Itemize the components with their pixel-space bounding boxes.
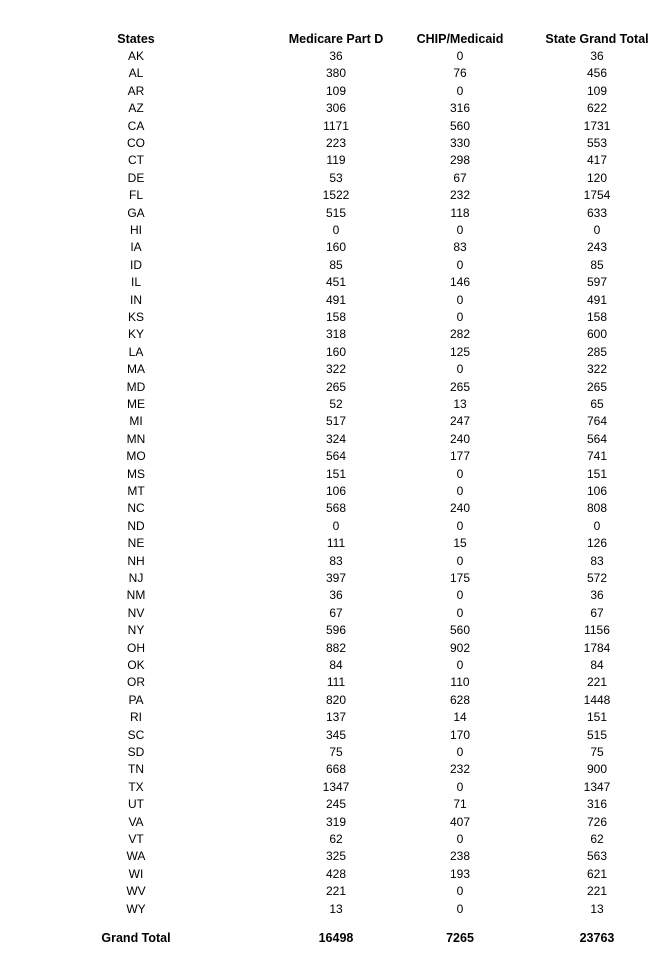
state-total-cell: 109 <box>586 83 608 98</box>
chip-cell: 238 <box>449 849 471 864</box>
table-row <box>0 448 672 465</box>
medicare-cell: 0 <box>332 518 340 533</box>
medicare-cell: 106 <box>325 484 347 498</box>
chip-cell: 232 <box>449 188 471 203</box>
grand-total-label: Grand Total <box>101 931 171 945</box>
table-row <box>0 761 672 778</box>
table-row <box>0 379 672 396</box>
table-row <box>0 135 672 152</box>
table-row <box>0 326 672 343</box>
medicare-cell: 325 <box>325 849 347 864</box>
state-cell: MS <box>127 466 145 481</box>
chip-cell: 628 <box>449 692 471 707</box>
medicare-cell: 13 <box>329 901 343 916</box>
medicare-cell: 151 <box>325 466 347 481</box>
medicare-cell: 111 <box>326 675 346 690</box>
table-row <box>0 535 672 552</box>
state-total-cell: 316 <box>586 797 608 812</box>
medicare-cell: 568 <box>325 501 347 516</box>
chip-cell: 110 <box>450 675 470 690</box>
table-row <box>0 883 672 900</box>
medicare-cell: 160 <box>325 344 347 359</box>
state-cell: WA <box>126 849 146 864</box>
table-row <box>0 152 672 169</box>
state-cell: SC <box>127 727 145 742</box>
state-total-cell: 67 <box>590 605 604 620</box>
chip-cell: 0 <box>456 832 464 846</box>
medicare-cell: 322 <box>325 362 347 377</box>
state-total-cell: 1347 <box>583 779 611 794</box>
state-cell: NH <box>127 553 145 568</box>
medicare-cell: 67 <box>329 605 343 620</box>
medicare-cell: 564 <box>325 449 347 464</box>
table-row <box>0 709 672 726</box>
chip-cell: 170 <box>449 727 471 742</box>
medicare-cell: 515 <box>325 205 347 220</box>
chip-cell: 14 <box>453 710 467 725</box>
state-total-cell: 1156 <box>584 623 610 638</box>
medicare-cell: 820 <box>325 692 347 707</box>
medicare-cell: 160 <box>325 240 347 255</box>
chip-cell: 146 <box>449 275 471 290</box>
table-row <box>0 727 672 744</box>
medicare-cell: 52 <box>329 397 343 411</box>
table-header-row <box>0 31 672 48</box>
table-row <box>0 674 672 691</box>
state-total-cell: 456 <box>586 66 608 81</box>
grand-total-state: 23763 <box>579 931 615 945</box>
table-row <box>0 779 672 796</box>
state-total-cell: 243 <box>586 240 608 255</box>
table-row <box>0 309 672 326</box>
state-cell: PA <box>128 692 144 707</box>
chip-cell: 76 <box>453 66 467 81</box>
table-row <box>0 622 672 639</box>
table-row <box>0 257 672 274</box>
grand-total-row <box>0 930 672 947</box>
table-row <box>0 744 672 761</box>
medicare-cell: 158 <box>325 310 347 324</box>
state-total-cell: 515 <box>586 727 608 742</box>
state-total-cell: 1448 <box>583 692 611 707</box>
chip-cell: 71 <box>453 797 467 812</box>
table-row <box>0 239 672 256</box>
chip-cell: 193 <box>449 866 471 881</box>
header-chip-medicaid: CHIP/Medicaid <box>416 32 504 46</box>
chip-cell: 0 <box>456 223 464 237</box>
medicare-cell: 62 <box>329 832 343 846</box>
chip-cell: 0 <box>456 745 464 759</box>
chip-cell: 0 <box>456 310 464 324</box>
table-row <box>0 640 672 657</box>
chip-cell: 0 <box>456 518 464 533</box>
state-total-cell: 1784 <box>583 640 611 655</box>
chip-cell: 0 <box>456 484 464 498</box>
chip-cell: 0 <box>456 553 464 568</box>
medicare-cell: 245 <box>325 797 347 812</box>
state-cell: MI <box>129 414 143 429</box>
state-cell: MT <box>127 484 145 498</box>
chip-cell: 0 <box>456 49 464 63</box>
state-total-cell: 741 <box>586 449 608 464</box>
table-row <box>0 605 672 622</box>
medicare-cell: 882 <box>325 640 347 655</box>
state-total-cell: 85 <box>590 257 604 272</box>
table-row <box>0 48 672 65</box>
grand-total-chip: 7265 <box>446 931 474 945</box>
table-row <box>0 866 672 883</box>
state-cell: VA <box>128 814 144 829</box>
table-row <box>0 170 672 187</box>
medicare-cell: 111 <box>326 536 346 551</box>
medicare-cell: 75 <box>329 745 343 759</box>
medicare-cell: 1347 <box>322 779 350 794</box>
state-total-cell: 221 <box>586 884 608 899</box>
state-total-cell: 84 <box>590 658 604 672</box>
state-total-cell: 65 <box>590 397 604 411</box>
medicare-cell: 223 <box>325 136 347 150</box>
chip-cell: 15 <box>453 536 467 551</box>
table-row <box>0 814 672 831</box>
medicare-cell: 428 <box>325 866 347 881</box>
medicare-cell: 517 <box>325 414 347 429</box>
chip-cell: 0 <box>456 901 464 916</box>
state-total-cell: 621 <box>586 866 608 881</box>
state-cell: ME <box>127 397 145 411</box>
table-row <box>0 500 672 517</box>
chip-cell: 560 <box>449 118 471 133</box>
table-row <box>0 831 672 848</box>
medicare-cell: 83 <box>329 553 343 568</box>
state-total-cell: 808 <box>586 501 608 516</box>
table-row <box>0 100 672 117</box>
chip-cell: 902 <box>449 640 471 655</box>
table-row <box>0 692 672 709</box>
table-row <box>0 413 672 430</box>
state-total-cell: 62 <box>590 832 604 846</box>
chip-cell: 232 <box>449 762 471 777</box>
medicare-cell: 668 <box>325 762 347 777</box>
medicare-cell: 36 <box>329 588 343 603</box>
state-cell: OK <box>127 658 145 672</box>
state-total-cell: 764 <box>586 414 608 429</box>
state-cell: MN <box>126 431 146 446</box>
chip-cell: 0 <box>456 658 464 672</box>
medicare-cell: 380 <box>325 66 347 81</box>
chip-cell: 298 <box>449 153 471 168</box>
table-row <box>0 901 672 918</box>
state-cell: CA <box>127 118 145 133</box>
state-cell: AR <box>127 83 145 98</box>
state-cell: WY <box>126 901 146 916</box>
chip-cell: 0 <box>456 884 464 899</box>
state-cell: FL <box>128 188 143 203</box>
state-cell: VT <box>128 832 144 846</box>
table-row <box>0 222 672 239</box>
state-total-cell: 600 <box>586 327 608 342</box>
state-total-cell: 221 <box>586 675 608 690</box>
state-total-cell: 553 <box>586 136 608 150</box>
table-row <box>0 587 672 604</box>
chip-cell: 560 <box>449 623 471 638</box>
medicare-cell: 1171 <box>323 118 349 133</box>
chip-cell: 13 <box>453 397 467 411</box>
medicare-cell: 1522 <box>322 188 350 203</box>
chip-cell: 0 <box>456 605 464 620</box>
state-cell: AZ <box>128 101 144 116</box>
state-cell: NJ <box>128 571 144 585</box>
chip-cell: 0 <box>456 466 464 481</box>
state-total-cell: 726 <box>586 814 608 829</box>
state-total-cell: 491 <box>586 292 608 307</box>
table-row <box>0 344 672 361</box>
state-cell: RI <box>130 710 142 725</box>
table-row <box>0 396 672 413</box>
state-cell: MA <box>127 362 145 377</box>
table-row <box>0 65 672 82</box>
chip-cell: 0 <box>456 83 464 98</box>
state-cell: WV <box>126 884 146 899</box>
state-cell: UT <box>128 797 144 812</box>
chip-cell: 240 <box>449 501 471 516</box>
state-total-cell: 151 <box>586 710 608 725</box>
state-total-cell: 120 <box>586 170 608 185</box>
state-cell: HI <box>130 223 142 237</box>
chip-cell: 0 <box>456 257 464 272</box>
header-states: States <box>117 32 155 46</box>
state-cell: MD <box>126 379 146 394</box>
state-cell: OH <box>127 640 145 655</box>
state-total-cell: 126 <box>586 536 608 551</box>
state-cell: IL <box>130 275 141 290</box>
chip-cell: 177 <box>449 449 471 464</box>
medicare-cell: 491 <box>325 292 347 307</box>
state-cell: ID <box>130 257 142 272</box>
state-cell: NY <box>127 623 145 638</box>
medicare-cell: 265 <box>325 379 347 394</box>
chip-cell: 282 <box>449 327 471 342</box>
state-cell: ND <box>127 518 145 533</box>
chip-cell: 316 <box>449 101 471 116</box>
medicare-cell: 221 <box>325 884 347 899</box>
state-cell: SD <box>127 745 145 759</box>
table-row <box>0 187 672 204</box>
chip-cell: 83 <box>453 240 467 255</box>
table-row <box>0 431 672 448</box>
grand-total-medicare: 16498 <box>318 931 354 945</box>
state-total-cell: 633 <box>586 205 608 220</box>
state-total-cell: 106 <box>586 484 608 498</box>
state-total-cell: 36 <box>590 49 604 63</box>
chip-cell: 67 <box>453 170 467 185</box>
chip-cell: 118 <box>450 205 470 220</box>
medicare-cell: 397 <box>325 571 347 585</box>
medicare-cell: 109 <box>325 83 347 98</box>
medicare-cell: 319 <box>325 814 347 829</box>
state-total-cell: 36 <box>590 588 604 603</box>
medicare-cell: 451 <box>325 275 347 290</box>
table-row <box>0 205 672 222</box>
state-cell: MO <box>126 449 146 464</box>
state-cell: WI <box>128 866 144 881</box>
medicare-cell: 596 <box>325 623 347 638</box>
state-cell: LA <box>128 344 144 359</box>
state-total-cell: 900 <box>586 762 608 777</box>
table-row <box>0 361 672 378</box>
chip-cell: 175 <box>449 571 471 585</box>
state-total-cell: 0 <box>593 518 601 533</box>
state-total-cell: 75 <box>590 745 604 759</box>
table-row <box>0 118 672 135</box>
state-total-cell: 83 <box>590 553 604 568</box>
chip-cell: 330 <box>449 136 471 150</box>
table-row <box>0 518 672 535</box>
medicare-cell: 119 <box>326 153 346 168</box>
state-total-cell: 13 <box>590 901 604 916</box>
state-total-cell: 0 <box>593 223 601 237</box>
state-total-cell: 1731 <box>583 118 611 133</box>
state-total-cell: 572 <box>586 571 608 585</box>
table-row <box>0 274 672 291</box>
medicare-cell: 318 <box>325 327 347 342</box>
chip-cell: 0 <box>456 362 464 377</box>
state-total-cell: 1754 <box>583 188 611 203</box>
state-cell: NM <box>126 588 146 603</box>
table-row <box>0 292 672 309</box>
state-total-cell: 151 <box>586 466 608 481</box>
table-row <box>0 848 672 865</box>
state-cell: OR <box>127 675 145 690</box>
chip-cell: 125 <box>449 344 471 359</box>
state-cell: NE <box>127 536 145 551</box>
medicare-cell: 306 <box>325 101 347 116</box>
state-total-cell: 564 <box>586 431 608 446</box>
medicare-cell: 53 <box>329 170 343 185</box>
state-cell: KS <box>127 310 144 324</box>
state-total-cell: 285 <box>586 344 608 359</box>
state-cell: CO <box>127 136 145 150</box>
table-row <box>0 570 672 587</box>
medicare-cell: 84 <box>329 658 343 672</box>
state-cell: TN <box>128 762 144 777</box>
state-total-cell: 322 <box>586 362 608 377</box>
chip-cell: 0 <box>456 779 464 794</box>
medicare-cell: 345 <box>325 727 347 742</box>
medicare-cell: 36 <box>329 49 343 63</box>
state-total-cell: 265 <box>586 379 608 394</box>
chip-cell: 247 <box>449 414 471 429</box>
state-cell: NC <box>127 501 145 516</box>
state-cell: AL <box>128 66 144 81</box>
table-row <box>0 796 672 813</box>
medicare-cell: 85 <box>329 257 343 272</box>
state-cell: IN <box>130 292 142 307</box>
state-cell: NV <box>127 605 145 620</box>
table-row <box>0 83 672 100</box>
state-total-cell: 563 <box>586 849 608 864</box>
medicare-cell: 0 <box>332 223 340 237</box>
chip-cell: 0 <box>456 588 464 603</box>
state-cell: IA <box>130 240 142 255</box>
medicare-cell: 324 <box>325 431 347 446</box>
table-row <box>0 553 672 570</box>
state-cell: CT <box>128 153 144 168</box>
state-total-cell: 417 <box>586 153 608 168</box>
table-row <box>0 466 672 483</box>
state-cell: DE <box>127 170 145 185</box>
chip-cell: 265 <box>449 379 471 394</box>
state-cell: AK <box>127 49 144 63</box>
chip-cell: 0 <box>456 292 464 307</box>
table-row <box>0 483 672 500</box>
header-medicare-part-d: Medicare Part D <box>288 32 384 46</box>
state-cell: KY <box>127 327 144 342</box>
state-total-cell: 158 <box>586 310 608 324</box>
header-state-grand-total: State Grand Total <box>545 32 649 46</box>
table-row <box>0 657 672 674</box>
chip-cell: 407 <box>449 814 471 829</box>
medicare-cell: 137 <box>325 710 347 725</box>
chip-cell: 240 <box>449 431 471 446</box>
state-cell: GA <box>127 205 145 220</box>
state-total-cell: 622 <box>586 101 608 116</box>
state-total-cell: 597 <box>586 275 608 290</box>
state-cell: TX <box>128 779 144 794</box>
